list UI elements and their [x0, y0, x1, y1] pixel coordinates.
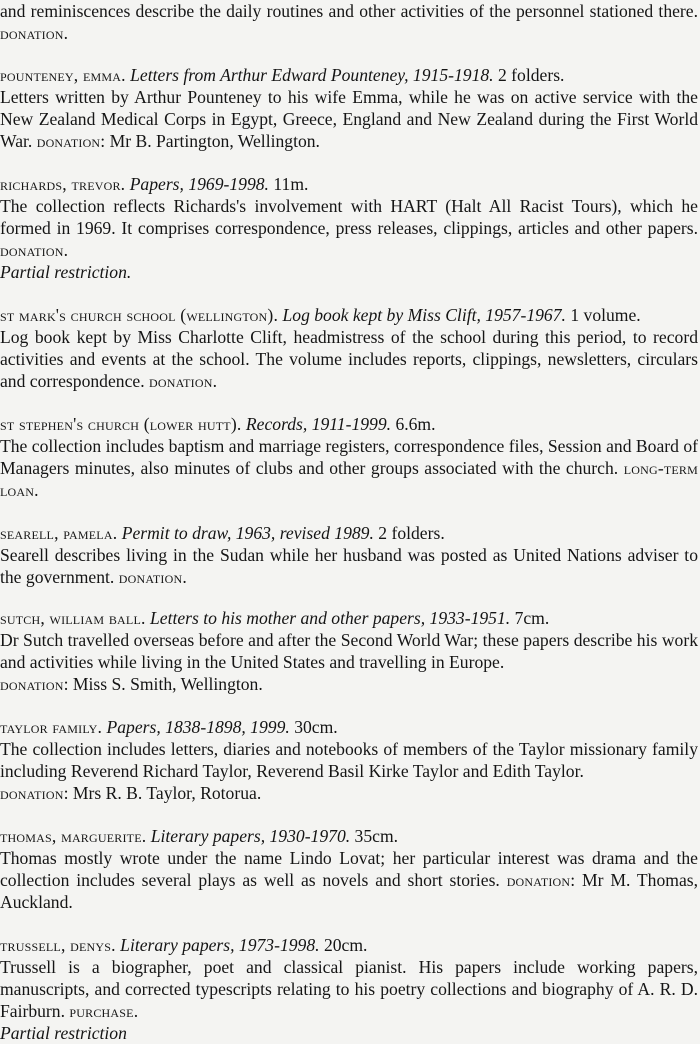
entry-sutch [0, 607, 698, 695]
entry-extent: 20cm. [323, 935, 368, 955]
entry-description: The collection includes letters, diaries and notebooks of members of the Taylor missionary family including Reverend Richard Taylor, Reverend Basil Kirke Taylor and Edith Taylor. [0, 739, 698, 781]
entry-richards [0, 173, 698, 283]
entry-title: Papers, 1838-1898, 1999. [106, 717, 290, 737]
entry-source-label: long-term loan. [0, 458, 699, 500]
entry-source-label: donation. [118, 567, 187, 587]
entry-extent: 7cm. [514, 608, 550, 628]
entry-description: Thomas mostly wrote under the name Lindo Lovat; her particular interest was drama and the collection includes several plays as well as novels and short stories. [0, 848, 698, 890]
entry-restriction: Partial restriction [0, 1023, 127, 1043]
entry-description: Letters written by Arthur Pounteney to his wife Emma, while he was on active service with the New Zealand Medical Corps in Egypt, Greece, England and New Zealand during the First World War. [0, 87, 698, 151]
entry-title: Literary papers, 1973-1998. [120, 935, 320, 955]
entry-source-detail: : Mrs R. B. Taylor, Rotorua. [63, 783, 262, 803]
entry-description: Log book kept by Miss Charlotte Clift, headmistress of the school during this period, to record activities and events at the school. The volume includes reports, clippings, newsletters, circulars and correspondence. [0, 327, 698, 391]
entry-name: richards, trevor. [0, 174, 126, 194]
entry-name: searell, pamela. [0, 523, 118, 543]
entry-searell [0, 522, 698, 588]
entry-title: Permit to draw, 1963, revised 1989. [121, 523, 374, 543]
entry-source-label: donation [506, 870, 571, 890]
entry-name: st mark's church school (wellington). [0, 305, 279, 325]
entry-name: trussell, denys. [0, 935, 116, 955]
lead-source: donation. [0, 23, 69, 43]
entry-extent: 2 folders. [378, 523, 445, 543]
entry-name: sutch, william ball. [0, 608, 146, 628]
lead-text: and reminiscences describe the daily routines and other activities of the personnel stationed there. [0, 1, 698, 21]
entry-pounteney [0, 64, 698, 152]
entry-description: Dr Sutch travelled overseas before and after the Second World War; these papers describe his work and activities while living in the United States and travelling in Europe. [0, 630, 698, 672]
entry-heading [0, 522, 698, 544]
entry-description: The collection reflects Richards's involvement with HART (Halt All Racist Tours), which he formed in 1969. It comprises correspondence, press releases, clippings, articles and other papers. [0, 196, 698, 238]
entry-heading [0, 716, 698, 738]
lead-paragraph [0, 0, 698, 44]
entry-description: Trussell is a biographer, poet and classical pianist. His papers include working papers, manuscripts, and corrected typescripts relating to his poetry collections and biography of A. R. D. Fairburn. [0, 957, 698, 1021]
entry-st-marks [0, 304, 698, 392]
entry-name: pounteney, emma. [0, 65, 126, 85]
entry-heading [0, 64, 698, 86]
entry-source-label: donation. [149, 371, 218, 391]
entry-heading [0, 607, 698, 629]
entry-extent: 11m. [273, 174, 309, 194]
entry-heading [0, 304, 698, 326]
entry-source-label: donation [36, 131, 101, 151]
entry-source-detail: : Mr M. Thomas, Auckland. [0, 870, 699, 912]
entry-extent: 6.6m. [395, 414, 436, 434]
entry-extent: 35cm. [354, 826, 399, 846]
entry-name: taylor family. [0, 717, 103, 737]
entry-title: Records, 1911-1999. [245, 414, 392, 434]
entry-heading [0, 934, 698, 956]
entry-source-label: donation [0, 783, 64, 803]
entry-extent: 1 volume. [570, 305, 641, 325]
entry-title: Literary papers, 1930-1970. [150, 826, 351, 846]
entry-thomas [0, 825, 698, 913]
entry-title: Letters from Arthur Edward Pounteney, 1915-1918. [130, 65, 494, 85]
entry-source-label: donation [0, 674, 64, 694]
entry-st-stephens [0, 413, 698, 501]
entry-title: Log book kept by Miss Clift, 1957-1967. [282, 305, 566, 325]
entry-title: Letters to his mother and other papers, 1933-1951. [149, 608, 511, 628]
entry-description: The collection includes baptism and marriage registers, correspondence files, Session and Board of Managers minutes, also minutes of clubs and other groups associated with the church. [0, 436, 698, 478]
entry-source-detail: : Mr B. Partington, Wellington. [100, 131, 320, 151]
entry-taylor [0, 716, 698, 804]
entry-restriction: Partial restriction. [0, 262, 132, 282]
entry-description: Searell describes living in the Sudan while her husband was posted as United Nations adviser to the government. [0, 545, 698, 587]
entry-heading [0, 825, 698, 847]
entry-heading [0, 413, 698, 435]
entry-trussell [0, 934, 698, 1044]
entry-extent: 2 folders. [497, 65, 565, 85]
entry-source-detail: : Miss S. Smith, Wellington. [63, 674, 263, 694]
entry-name: st stephen's church (lower hutt). [0, 414, 242, 434]
entry-source-label: donation. [0, 240, 69, 260]
entry-title: Papers, 1969-1998. [129, 174, 269, 194]
entry-name: thomas, marguerite. [0, 826, 147, 846]
entry-heading [0, 173, 698, 195]
entry-extent: 30cm. [294, 717, 338, 737]
entry-source-label: purchase. [69, 1001, 139, 1021]
